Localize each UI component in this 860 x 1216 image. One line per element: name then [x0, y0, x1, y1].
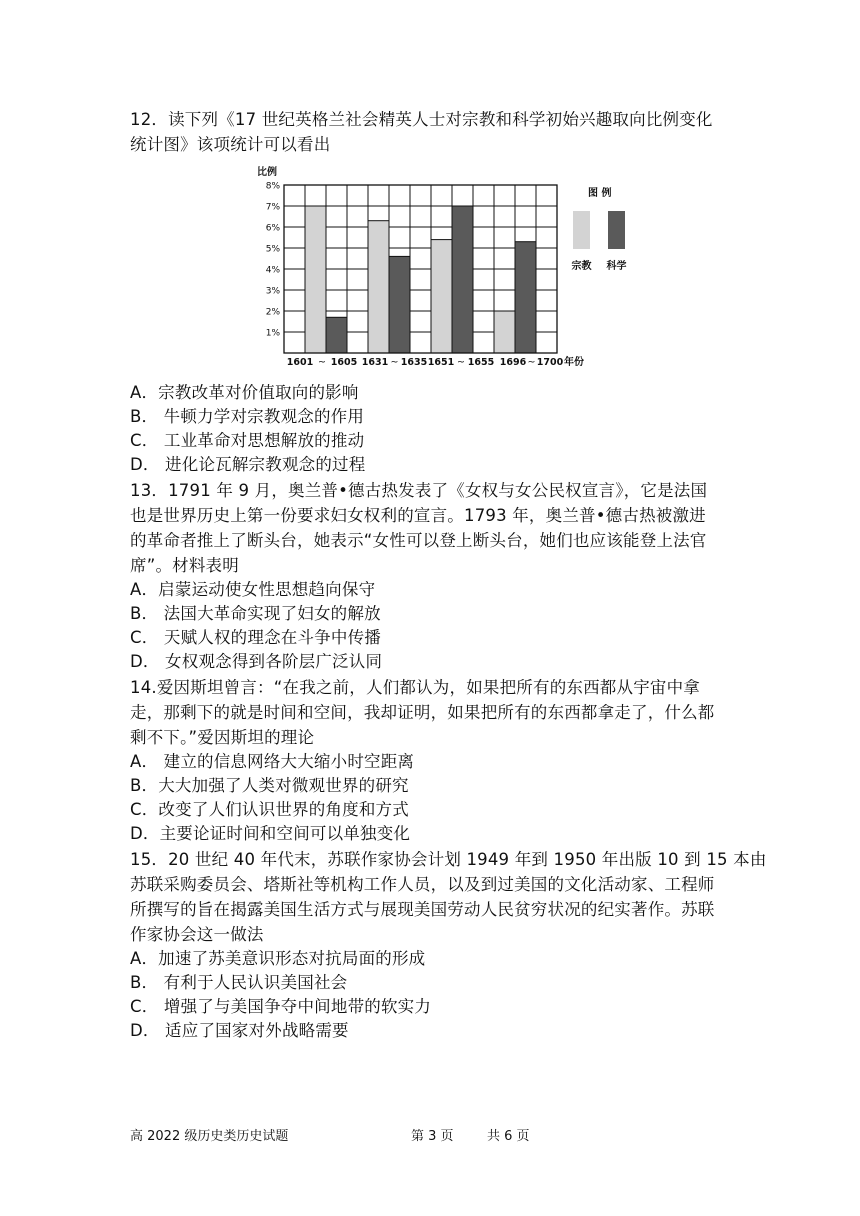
bar-chart — [255, 163, 655, 373]
chart-svg — [255, 163, 655, 373]
x-axis-label: 年份 — [564, 357, 584, 368]
question-15-option-d: D． 适应了国家对外战略需要 — [130, 1021, 349, 1040]
legend-swatch-science — [608, 211, 625, 249]
question-12-option-c: C． 工业革命对思想解放的推动 — [130, 431, 365, 450]
y-tick-label: 2% — [265, 307, 280, 318]
bar-science — [326, 317, 347, 353]
question-12-stem-line-2: 统计图》该项统计可以看出 — [130, 135, 331, 154]
question-13-option-d: D． 女权观念得到各阶层广泛认同 — [130, 652, 383, 671]
bar-religion — [494, 311, 515, 353]
question-14-option-b: B．大大加强了人类对微观世界的研究 — [130, 776, 409, 795]
question-14-option-a: A． 建立的信息网络大大缩小时空距离 — [130, 752, 415, 771]
x-tick-label: 1655 — [467, 357, 495, 368]
y-tick-label: 6% — [265, 223, 280, 234]
x-tick-label: 1631 — [361, 357, 389, 368]
question-13-option-c: C． 天赋人权的理念在斗争中传播 — [130, 628, 381, 647]
question-12-option-d: D． 进化论瓦解宗教观念的过程 — [130, 455, 366, 474]
question-15-stem-line-1: 15．20 世纪 40 年代末，苏联作家协会计划 1949 年到 1950 年出版 10 到 15 本由 — [130, 850, 767, 869]
question-13-stem-line-3: 的革命者推上了断头台，她表示“女性可以登上断头台，她们也应该能登上法官 — [130, 531, 707, 550]
question-14-option-d: D．主要论证时间和空间可以单独变化 — [130, 824, 411, 843]
x-tick-label: 1696 — [499, 357, 527, 368]
question-14-option-c: C．改变了人们认识世界的角度和方式 — [130, 800, 409, 819]
bar-religion — [431, 240, 452, 353]
question-15-option-b: B． 有利于人民认识美国社会 — [130, 973, 348, 992]
footer-total-pages: 共 6 页 — [487, 1129, 530, 1144]
question-14-stem-line-2: 走，那剩下的就是时间和空间，我却证明，如果把所有的东西都拿走了，什么都 — [130, 703, 715, 722]
question-13-option-a: A．启蒙运动使女性思想趋向保守 — [130, 580, 376, 599]
question-15-stem-line-4: 作家协会这一做法 — [130, 925, 264, 944]
y-tick-label: 8% — [265, 181, 280, 192]
x-tick-label: 1601 — [286, 357, 314, 368]
x-tick-label: 1700 — [536, 357, 564, 368]
bar-science — [452, 206, 473, 353]
question-15-option-a: A．加速了苏美意识形态对抗局面的形成 — [130, 949, 426, 968]
question-15-stem-line-3: 所撰写的旨在揭露美国生活方式与展现美国劳动人民贫穷状况的纪实著作。苏联 — [130, 900, 715, 919]
y-tick-label: 4% — [265, 265, 280, 276]
bar-science — [389, 256, 410, 353]
y-axis-label: 比例 — [257, 167, 277, 178]
question-15-stem-line-2: 苏联采购委员会、塔斯社等机构工作人员，以及到过美国的文化活动家、工程师 — [130, 875, 715, 894]
y-tick-label: 7% — [265, 202, 280, 213]
x-tick-label: 1605 — [330, 357, 358, 368]
legend-title: 图 例 — [588, 188, 612, 199]
bar-religion — [368, 221, 389, 353]
bar-religion — [305, 206, 326, 353]
x-tick-separator: ~ — [527, 357, 536, 368]
x-tick-separator: ~ — [318, 357, 326, 368]
question-13-stem-line-2: 也是世界历史上第一份要求妇女权利的宣言。1793 年，奥兰普•德古热被激进 — [130, 506, 706, 525]
question-14-stem-line-3: 剩不下。”爱因斯坦的理论 — [130, 728, 315, 747]
bar-science — [515, 242, 536, 353]
question-15-option-c: C． 增强了与美国争夺中间地带的软实力 — [130, 997, 432, 1016]
x-tick-separator: ~ — [457, 357, 465, 368]
legend-label-science: 科学 — [606, 261, 627, 272]
x-tick-label: 1635 — [400, 357, 428, 368]
question-13-option-b: B． 法国大革命实现了妇女的解放 — [130, 604, 381, 623]
y-tick-label: 3% — [265, 286, 280, 297]
question-14-stem-line-1: 14.爱因斯坦曾言：“在我之前，人们都认为，如果把所有的东西都从宇宙中拿 — [130, 678, 700, 697]
y-tick-label: 5% — [265, 244, 280, 255]
footer-page-number: 第 3 页 — [411, 1129, 454, 1144]
question-12-option-b: B． 牛顿力学对宗教观念的作用 — [130, 407, 365, 426]
legend-label-religion: 宗教 — [571, 261, 592, 272]
question-12-stem-line-1: 12．读下列《17 世纪英格兰社会精英人士对宗教和科学初始兴趣取向比例变化 — [130, 110, 713, 129]
question-13-stem-line-4: 席”。材料表明 — [130, 556, 239, 575]
y-tick-label: 1% — [265, 328, 280, 339]
footer-exam-title: 高 2022 级历史类历史试题 — [130, 1129, 289, 1144]
x-tick-label: 1651 — [427, 357, 455, 368]
x-tick-separator: ~ — [390, 357, 399, 368]
question-13-stem-line-1: 13．1791 年 9 月，奥兰普•德古热发表了《女权与女公民权宣言》，它是法国 — [130, 481, 708, 500]
question-12-option-a: A．宗教改革对价值取向的影响 — [130, 383, 359, 402]
legend-swatch-religion — [573, 211, 590, 249]
